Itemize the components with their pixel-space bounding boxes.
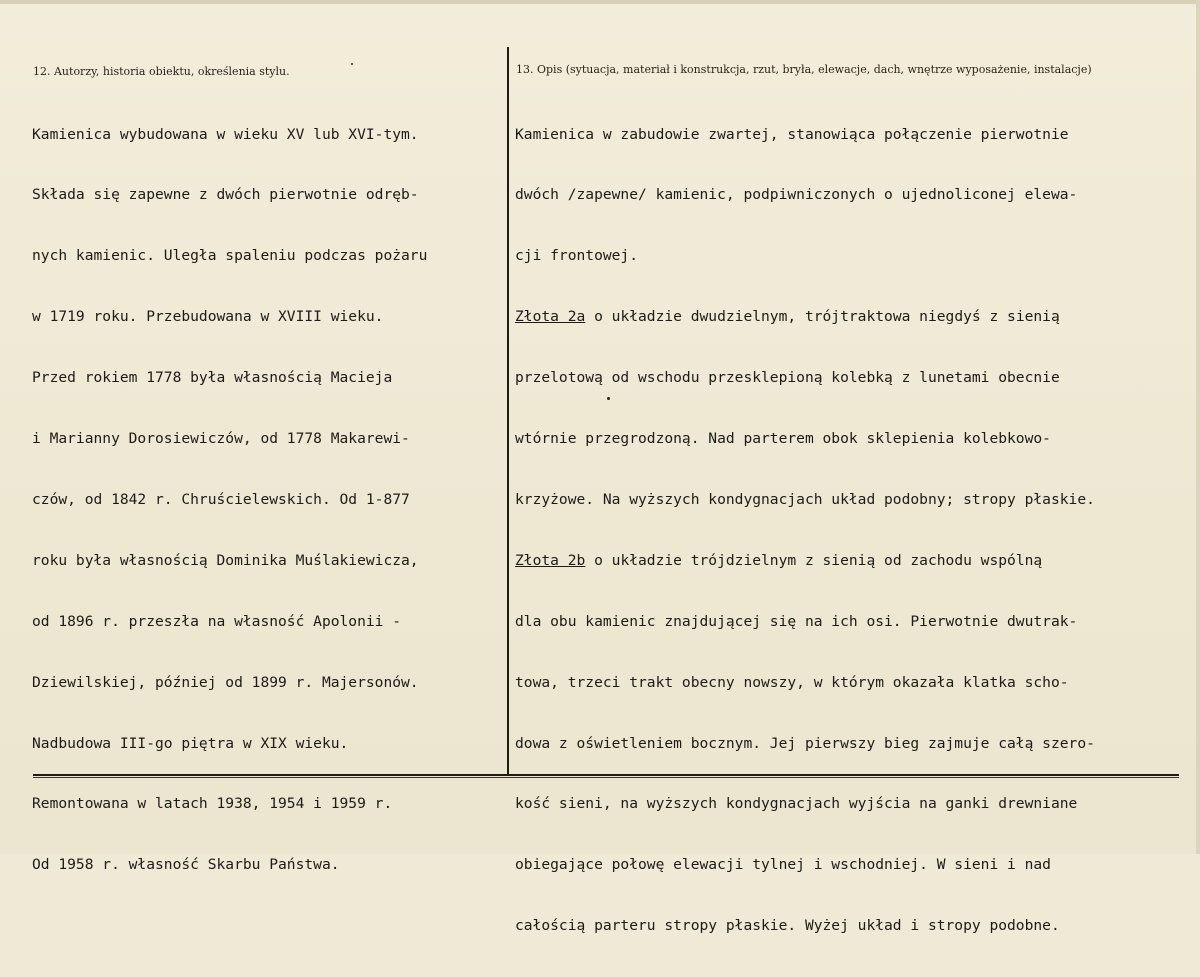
section-12-typed-text	[32, 84, 427, 916]
text-line: dwóch /zapewne/ kamienic, podpiwniczonych o ujednoliconej elewa-	[515, 186, 1078, 204]
section-13-typed-text	[515, 84, 1095, 977]
text-line	[515, 307, 1095, 327]
text-line: Przed rokiem 1778 była własnością Macieja	[32, 369, 393, 387]
text-line: Kamienica wybudowana w wieku XV lub XVI-tym.	[32, 125, 419, 143]
text-line: Dziewilskiej, później od 1899 r. Majersonów.	[32, 673, 419, 691]
text-line: wtórnie przegrodzoną. Nad parterem obok sklepienia kolebkowo-	[515, 430, 1051, 448]
text-line: Składa się zapewne z dwóch pierwotnie odręb-	[32, 186, 419, 204]
text-line: Kamienica w zabudowie zwartej, stanowiąca połączenie pierwotnie	[515, 125, 1069, 143]
text-line: czów, od 1842 r. Chruścielewskich. Od 1-877	[32, 490, 410, 508]
text-line: Remontowana w latach 1938, 1954 i 1959 r.	[32, 795, 393, 813]
address-label-zlota-2a: Złota 2a	[515, 308, 586, 326]
section-13-header: 13. Opis (sytuacja, materiał i konstrukcja, rzut, bryła, elewacje, dach, wnętrze wyposażenie, instalacje)	[516, 63, 1092, 76]
address-label-zlota-2b: Złota 2b	[515, 551, 586, 569]
text-line: Od 1958 r. własność Skarbu Państwa.	[32, 856, 340, 874]
text-line: obiegające połowę elewacji tylnej i wschodniej. W sieni i nad	[515, 856, 1051, 874]
section-12-header: 12. Autorzy, historia obiektu, określenia stylu.	[33, 65, 290, 78]
text-line: towa, trzeci trakt obecny nowszy, w którym okazała klatka scho-	[515, 673, 1069, 691]
bottom-rule	[33, 774, 1179, 776]
text-line: Nadbudowa III-go piętra w XIX wieku.	[32, 734, 349, 752]
text-line-rest: o układzie trójdzielnym z sienią od zachodu wspólną	[585, 551, 1043, 569]
ink-mark	[607, 397, 610, 400]
text-line-rest: o układzie dwudzielnym, trójtraktowa niegdyś z sienią	[585, 308, 1060, 326]
text-line: i Marianny Dorosiewiczów, od 1778 Makarewi-	[32, 430, 410, 448]
bottom-rule-shadow	[33, 777, 1179, 778]
text-line: dowa z oświetleniem bocznym. Jej pierwszy bieg zajmuje całą szero-	[515, 734, 1095, 752]
card-top-edge	[0, 0, 1200, 4]
card-right-edge	[1196, 0, 1200, 854]
text-line: całością parteru stropy płaskie. Wyżej układ i stropy podobne.	[515, 917, 1060, 935]
text-line	[515, 551, 1095, 571]
text-line: cji frontowej.	[515, 247, 639, 265]
ink-mark	[351, 63, 353, 65]
text-line: od 1896 r. przeszła na własność Apolonii -	[32, 612, 402, 630]
text-line: krzyżowe. Na wyższych kondygnacjach układ podobny; stropy płaskie.	[515, 490, 1095, 508]
text-line: dla obu kamienic znajdującej się na ich osi. Pierwotnie dwutrak-	[515, 612, 1078, 630]
text-line: kość sieni, na wyższych kondygnacjach wyjścia na ganki drewniane	[515, 795, 1078, 813]
column-divider	[507, 47, 509, 775]
text-line: w 1719 roku. Przebudowana w XVIII wieku.	[32, 308, 384, 326]
text-line: przelotową od wschodu przesklepioną kolebką z lunetami obecnie	[515, 369, 1060, 387]
text-line: nych kamienic. Uległa spaleniu podczas pożaru	[32, 247, 428, 265]
text-line: roku była własnością Dominika Muślakiewicza,	[32, 551, 419, 569]
